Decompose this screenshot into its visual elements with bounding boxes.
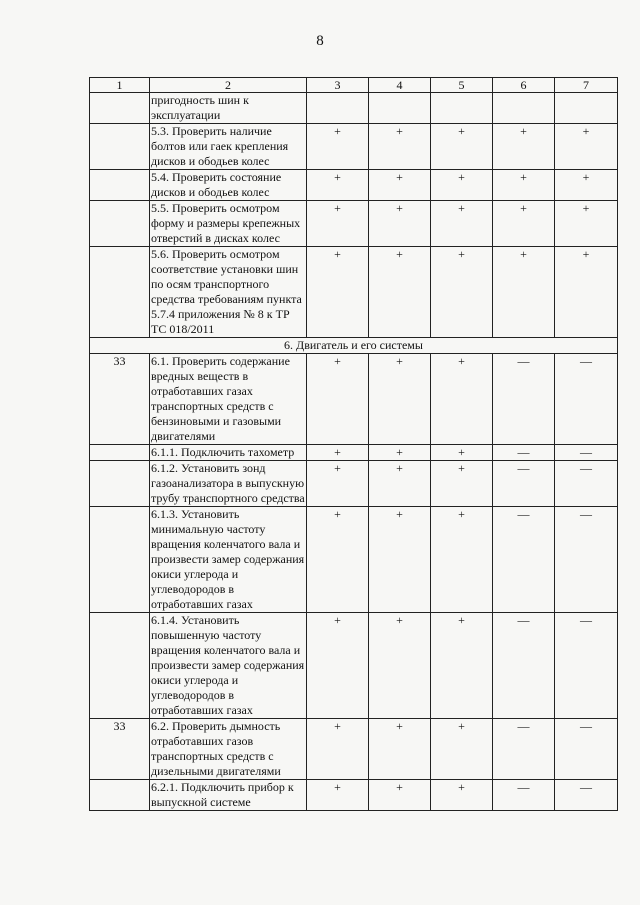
description-cell: 6.1.4. Установить повышенную частоту вращения коленчатого вала и произвести замер содержания окиси углерода и углеводородов в отработавших газах	[150, 613, 307, 719]
column-header-1: 1	[90, 78, 150, 93]
mark-cell-col4: +	[369, 124, 431, 170]
mark-cell-col4: +	[369, 507, 431, 613]
mark-cell-col4: +	[369, 719, 431, 780]
row-number-cell	[90, 507, 150, 613]
column-header-4: 4	[369, 78, 431, 93]
mark-cell-col7: +	[555, 170, 618, 201]
mark-cell-col7: —	[555, 461, 618, 507]
mark-cell-col6: —	[493, 613, 555, 719]
description-cell: 5.3. Проверить наличие болтов или гаек крепления дисков и ободьев колес	[150, 124, 307, 170]
mark-cell-col7: —	[555, 719, 618, 780]
row-number-cell	[90, 124, 150, 170]
description-cell: 6.2.1. Подключить прибор к выпускной системе	[150, 780, 307, 811]
row-number-cell	[90, 613, 150, 719]
mark-cell-col5: +	[431, 507, 493, 613]
row-number-cell: 33	[90, 354, 150, 445]
mark-cell-col7: —	[555, 445, 618, 461]
description-cell: 6.1. Проверить содержание вредных веществ в отработавших газах транспортных средств с бензиновыми и газовыми двигателями	[150, 354, 307, 445]
table-row	[90, 719, 618, 780]
table-row	[90, 507, 618, 613]
mark-cell-col4: +	[369, 354, 431, 445]
mark-cell-col4: +	[369, 461, 431, 507]
table-row	[90, 354, 618, 445]
mark-cell-col6: +	[493, 247, 555, 338]
row-number-cell	[90, 780, 150, 811]
table-body	[90, 93, 618, 811]
mark-cell-col5: +	[431, 354, 493, 445]
mark-cell-col5: +	[431, 170, 493, 201]
table-row	[90, 124, 618, 170]
mark-cell-col6	[493, 93, 555, 124]
mark-cell-col3: +	[307, 247, 369, 338]
mark-cell-col4: +	[369, 201, 431, 247]
description-cell: 5.6. Проверить осмотром соответствие установки шин по осям транспортного средства требованиям пункта 5.7.4 приложения № 8 к ТР ТС 018/2011	[150, 247, 307, 338]
mark-cell-col5: +	[431, 613, 493, 719]
column-header-7: 7	[555, 78, 618, 93]
mark-cell-col6: —	[493, 445, 555, 461]
mark-cell-col6: +	[493, 124, 555, 170]
mark-cell-col6: —	[493, 780, 555, 811]
inspection-table	[89, 77, 618, 811]
column-header-5: 5	[431, 78, 493, 93]
mark-cell-col3: +	[307, 780, 369, 811]
mark-cell-col6: —	[493, 461, 555, 507]
mark-cell-col5: +	[431, 124, 493, 170]
description-cell: пригодность шин к эксплуатации	[150, 93, 307, 124]
row-number-cell	[90, 201, 150, 247]
table-row	[90, 780, 618, 811]
mark-cell-col3: +	[307, 354, 369, 445]
mark-cell-col3	[307, 93, 369, 124]
mark-cell-col5: +	[431, 247, 493, 338]
row-number-cell: 33	[90, 719, 150, 780]
mark-cell-col4: +	[369, 247, 431, 338]
header-row	[90, 78, 618, 93]
description-cell: 6.1.2. Установить зонд газоанализатора в выпускную трубу транспортного средства	[151, 461, 305, 505]
mark-cell-col7: —	[555, 507, 618, 613]
mark-cell-col7: +	[555, 247, 618, 338]
table-row	[90, 445, 618, 461]
row-number-cell	[90, 93, 150, 124]
row-number-cell	[90, 247, 150, 338]
row-number-cell	[90, 445, 150, 461]
mark-cell-col3: +	[307, 170, 369, 201]
column-header-6: 6	[493, 78, 555, 93]
row-number-cell	[90, 170, 150, 201]
description-cell: 5.5. Проверить осмотром форму и размеры крепежных отверстий в дисках колес	[150, 201, 307, 247]
mark-cell-col3: +	[307, 719, 369, 780]
column-header-2: 2	[150, 78, 307, 93]
table-row	[90, 170, 618, 201]
mark-cell-col7	[555, 93, 618, 124]
description-cell: 5.4. Проверить состояние дисков и ободьев колес	[150, 170, 307, 201]
column-header-3: 3	[307, 78, 369, 93]
description-cell: 6.1.1. Подключить тахометр	[150, 445, 307, 461]
mark-cell-col4: +	[369, 445, 431, 461]
mark-cell-col7: +	[555, 201, 618, 247]
mark-cell-col5: +	[431, 445, 493, 461]
mark-cell-col7: —	[555, 613, 618, 719]
mark-cell-col4: +	[369, 613, 431, 719]
mark-cell-col4: +	[369, 780, 431, 811]
mark-cell-col5: +	[431, 780, 493, 811]
mark-cell-col5: +	[431, 719, 493, 780]
table-row	[90, 247, 618, 338]
mark-cell-col7: —	[555, 780, 618, 811]
section-row	[90, 338, 618, 354]
row-number-cell	[90, 461, 150, 507]
mark-cell-col3: +	[307, 445, 369, 461]
mark-cell-col5: +	[431, 461, 493, 507]
mark-cell-col5	[431, 93, 493, 124]
mark-cell-col7: +	[555, 124, 618, 170]
mark-cell-col4: +	[369, 170, 431, 201]
mark-cell-col3: +	[307, 507, 369, 613]
page-number: 8	[316, 33, 324, 49]
table-row	[90, 613, 618, 719]
table-row	[90, 461, 618, 507]
mark-cell-col4	[369, 93, 431, 124]
section-title: 6. Двигатель и его системы	[90, 338, 618, 354]
mark-cell-col6: —	[493, 354, 555, 445]
mark-cell-col6: +	[493, 201, 555, 247]
mark-cell-col6: —	[493, 507, 555, 613]
mark-cell-col7: —	[555, 354, 618, 445]
table-row	[90, 201, 618, 247]
mark-cell-col6: —	[493, 719, 555, 780]
description-cell: 6.2. Проверить дымность отработавших газов транспортных средств с дизельными двигателями	[150, 719, 307, 780]
mark-cell-col3: +	[307, 461, 369, 507]
mark-cell-col5: +	[431, 201, 493, 247]
mark-cell-col6: +	[493, 170, 555, 201]
table-row	[90, 93, 618, 124]
mark-cell-col3: +	[307, 613, 369, 719]
mark-cell-col3: +	[307, 124, 369, 170]
mark-cell-col3: +	[307, 201, 369, 247]
description-cell: 6.1.3. Установить минимальную частоту вращения коленчатого вала и произвести замер содержания окиси углерода и углеводородов в отработавших газах	[150, 507, 307, 613]
